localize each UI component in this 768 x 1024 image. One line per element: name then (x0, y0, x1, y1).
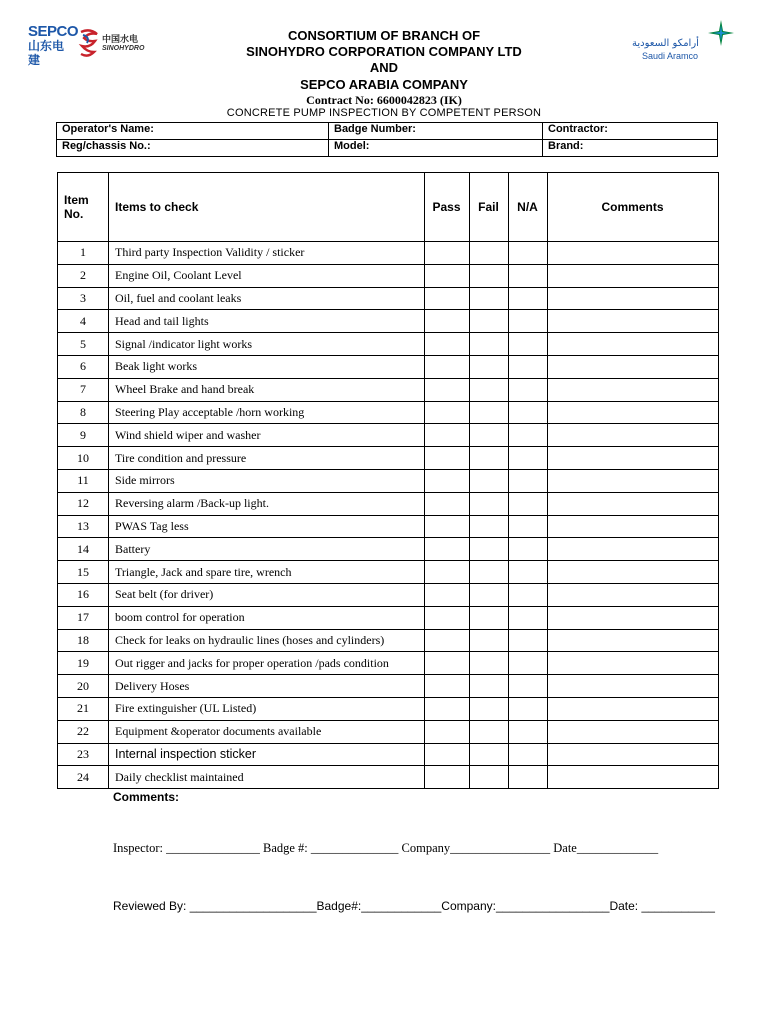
item-number: 6 (58, 355, 109, 378)
checklist-row (58, 242, 719, 265)
item-number: 24 (58, 766, 109, 789)
item-number: 16 (58, 583, 109, 606)
form-subtitle: CONCRETE PUMP INSPECTION BY COMPETENT PERSON (226, 107, 542, 119)
na-cell[interactable] (509, 355, 548, 378)
fail-cell[interactable] (470, 606, 509, 629)
item-number: 22 (58, 720, 109, 743)
item-description: Fire extinguisher (UL Listed) (109, 697, 425, 720)
item-description: PWAS Tag less (109, 515, 425, 538)
checklist-row (58, 629, 719, 652)
col-pass: Pass (425, 173, 470, 242)
comment-cell[interactable] (548, 287, 719, 310)
fail-cell[interactable] (470, 492, 509, 515)
comment-cell[interactable] (548, 743, 719, 766)
na-cell[interactable] (509, 287, 548, 310)
comment-cell[interactable] (548, 242, 719, 265)
item-description: Check for leaks on hydraulic lines (hoses and cylinders) (109, 629, 425, 652)
pass-cell[interactable] (425, 766, 470, 789)
pass-cell[interactable] (425, 333, 470, 356)
item-description: Delivery Hoses (109, 675, 425, 698)
item-number: 20 (58, 675, 109, 698)
header-line-1: CONSORTIUM OF BRANCH OF (287, 28, 481, 43)
fail-cell[interactable] (470, 652, 509, 675)
item-description: Seat belt (for driver) (109, 583, 425, 606)
pass-cell[interactable] (425, 652, 470, 675)
pass-cell[interactable] (425, 378, 470, 401)
fail-cell[interactable] (470, 287, 509, 310)
checklist-row (58, 606, 719, 629)
na-cell[interactable] (509, 378, 548, 401)
item-number: 10 (58, 447, 109, 470)
item-description: Head and tail lights (109, 310, 425, 333)
item-description: Signal /indicator light works (109, 333, 425, 356)
fail-cell[interactable] (470, 401, 509, 424)
item-description: Equipment &operator documents available (109, 720, 425, 743)
pass-cell[interactable] (425, 287, 470, 310)
na-cell[interactable] (509, 538, 548, 561)
pass-cell[interactable] (425, 606, 470, 629)
item-number: 11 (58, 469, 109, 492)
operator-name-field[interactable]: Operator's Name: (57, 123, 329, 140)
item-number: 19 (58, 652, 109, 675)
fail-cell[interactable] (470, 561, 509, 584)
fail-cell[interactable] (470, 515, 509, 538)
contract-number: Contract No: 6600042823 (IK) (306, 93, 462, 107)
model-field[interactable]: Model: (329, 140, 543, 157)
brand-field[interactable]: Brand: (543, 140, 718, 157)
fail-cell[interactable] (470, 242, 509, 265)
checklist-row (58, 583, 719, 606)
comment-cell[interactable] (548, 378, 719, 401)
comment-cell[interactable] (548, 333, 719, 356)
item-description: boom control for operation (109, 606, 425, 629)
fail-cell[interactable] (470, 720, 509, 743)
na-cell[interactable] (509, 264, 548, 287)
header-line-4: SEPCO ARABIA COMPANY (300, 77, 468, 92)
fail-cell[interactable] (470, 743, 509, 766)
pass-cell[interactable] (425, 561, 470, 584)
checklist-row (58, 469, 719, 492)
pass-cell[interactable] (425, 401, 470, 424)
comment-cell[interactable] (548, 606, 719, 629)
fail-cell[interactable] (470, 333, 509, 356)
checklist-row (58, 492, 719, 515)
comment-cell[interactable] (548, 561, 719, 584)
pass-cell[interactable] (425, 538, 470, 561)
comment-cell[interactable] (548, 515, 719, 538)
comment-cell[interactable] (548, 652, 719, 675)
comment-cell[interactable] (548, 310, 719, 333)
item-description: Steering Play acceptable /horn working (109, 401, 425, 424)
item-description: Beak light works (109, 355, 425, 378)
na-cell[interactable] (509, 743, 548, 766)
checklist-row (58, 424, 719, 447)
pass-cell[interactable] (425, 675, 470, 698)
checklist-row (58, 652, 719, 675)
fail-cell[interactable] (470, 538, 509, 561)
checklist-row (58, 310, 719, 333)
item-number: 23 (58, 743, 109, 766)
comment-cell[interactable] (548, 629, 719, 652)
item-description: Oil, fuel and coolant leaks (109, 287, 425, 310)
checklist-row (58, 538, 719, 561)
aramco-logo-arabic: أرامكو السعودية (632, 38, 699, 49)
item-number: 5 (58, 333, 109, 356)
item-number: 12 (58, 492, 109, 515)
pass-cell[interactable] (425, 355, 470, 378)
fail-cell[interactable] (470, 469, 509, 492)
pass-cell[interactable] (425, 424, 470, 447)
checklist-row (58, 355, 719, 378)
contractor-field[interactable]: Contractor: (543, 123, 718, 140)
reviewed-by-signature-line[interactable]: Reviewed By: ___________________Badge#:____________Company:_________________Date: ___________ (113, 899, 715, 913)
na-cell[interactable] (509, 310, 548, 333)
fail-cell[interactable] (470, 355, 509, 378)
col-comments: Comments (548, 173, 719, 242)
fail-cell[interactable] (470, 629, 509, 652)
na-cell[interactable] (509, 242, 548, 265)
item-number: 4 (58, 310, 109, 333)
checklist-row (58, 720, 719, 743)
checklist-row (58, 675, 719, 698)
na-cell[interactable] (509, 583, 548, 606)
fail-cell[interactable] (470, 766, 509, 789)
checklist-header-row (58, 173, 719, 242)
comment-cell[interactable] (548, 264, 719, 287)
item-description: Triangle, Jack and spare tire, wrench (109, 561, 425, 584)
pass-cell[interactable] (425, 515, 470, 538)
fail-cell[interactable] (470, 675, 509, 698)
checklist-row (58, 333, 719, 356)
comment-cell[interactable] (548, 720, 719, 743)
inspector-signature-line[interactable]: Inspector: _______________ Badge #: ______________ Company________________ Date_____________ (113, 841, 659, 855)
item-description: Engine Oil, Coolant Level (109, 264, 425, 287)
pass-cell[interactable] (425, 629, 470, 652)
operator-info-table (56, 122, 718, 157)
pass-cell[interactable] (425, 583, 470, 606)
item-number: 2 (58, 264, 109, 287)
col-fail: Fail (470, 173, 509, 242)
checklist-row (58, 287, 719, 310)
fail-cell[interactable] (470, 264, 509, 287)
inspection-checklist-table (57, 172, 719, 789)
item-description: Out rigger and jacks for proper operation /pads condition (109, 652, 425, 675)
checklist-row (58, 743, 719, 766)
item-number: 18 (58, 629, 109, 652)
header-line-3: AND (369, 60, 399, 75)
fail-cell[interactable] (470, 378, 509, 401)
item-number: 9 (58, 424, 109, 447)
na-cell[interactable] (509, 333, 548, 356)
item-number: 15 (58, 561, 109, 584)
sepco-logo-text: SEPCO (28, 23, 79, 40)
item-description: Daily checklist maintained (109, 766, 425, 789)
item-number: 3 (58, 287, 109, 310)
col-items-to-check: Items to check (109, 173, 425, 242)
checklist-row (58, 766, 719, 789)
item-number: 1 (58, 242, 109, 265)
na-cell[interactable] (509, 652, 548, 675)
checklist-row (58, 697, 719, 720)
comment-cell[interactable] (548, 583, 719, 606)
na-cell[interactable] (509, 401, 548, 424)
item-description: Side mirrors (109, 469, 425, 492)
pass-cell[interactable] (425, 242, 470, 265)
pass-cell[interactable] (425, 697, 470, 720)
fail-cell[interactable] (470, 424, 509, 447)
item-number: 8 (58, 401, 109, 424)
col-na: N/A (509, 173, 548, 242)
pass-cell[interactable] (425, 720, 470, 743)
fail-cell[interactable] (470, 310, 509, 333)
na-cell[interactable] (509, 447, 548, 470)
fail-cell[interactable] (470, 583, 509, 606)
sinohydro-logo-text: SINOHYDRO (102, 45, 145, 52)
pass-cell[interactable] (425, 492, 470, 515)
comment-cell[interactable] (548, 424, 719, 447)
col-item-no: Item No. (58, 173, 109, 242)
aramco-logo-text: Saudi Aramco (642, 51, 699, 61)
checklist-row (58, 447, 719, 470)
comment-cell[interactable] (548, 469, 719, 492)
comment-cell[interactable] (548, 675, 719, 698)
item-number: 21 (58, 697, 109, 720)
na-cell[interactable] (509, 469, 548, 492)
checklist-row (58, 515, 719, 538)
sepco-logo-chinese: 山东电建 (28, 39, 65, 67)
item-description: Tire condition and pressure (109, 447, 425, 470)
comment-cell[interactable] (548, 492, 719, 515)
na-cell[interactable] (509, 561, 548, 584)
na-cell[interactable] (509, 629, 548, 652)
fail-cell[interactable] (470, 447, 509, 470)
item-number: 17 (58, 606, 109, 629)
item-description: Battery (109, 538, 425, 561)
item-number: 13 (58, 515, 109, 538)
na-cell[interactable] (509, 492, 548, 515)
pass-cell[interactable] (425, 743, 470, 766)
comment-cell[interactable] (548, 401, 719, 424)
item-description: Wind shield wiper and washer (109, 424, 425, 447)
comments-label: Comments: (113, 790, 180, 804)
pass-cell[interactable] (425, 310, 470, 333)
item-description: Reversing alarm /Back-up light. (109, 492, 425, 515)
comment-cell[interactable] (548, 447, 719, 470)
sinohydro-logo-chinese: 中国水电 (102, 35, 139, 45)
pass-cell[interactable] (425, 447, 470, 470)
item-description: Third party Inspection Validity / sticker (109, 242, 425, 265)
checklist-row (58, 401, 719, 424)
na-cell[interactable] (509, 720, 548, 743)
na-cell[interactable] (509, 697, 548, 720)
reg-chassis-field[interactable]: Reg/chassis No.: (57, 140, 329, 157)
checklist-row (58, 561, 719, 584)
checklist-row (58, 264, 719, 287)
item-description: Wheel Brake and hand break (109, 378, 425, 401)
comment-cell[interactable] (548, 538, 719, 561)
pass-cell[interactable] (425, 469, 470, 492)
pass-cell[interactable] (425, 264, 470, 287)
header-line-2: SINOHYDRO CORPORATION COMPANY LTD (246, 44, 522, 59)
item-description: Internal inspection sticker (109, 743, 425, 766)
badge-number-field[interactable]: Badge Number: (329, 123, 543, 140)
item-number: 7 (58, 378, 109, 401)
na-cell[interactable] (509, 515, 548, 538)
na-cell[interactable] (509, 424, 548, 447)
checklist-row (58, 378, 719, 401)
fail-cell[interactable] (470, 697, 509, 720)
na-cell[interactable] (509, 675, 548, 698)
na-cell[interactable] (509, 606, 548, 629)
na-cell[interactable] (509, 766, 548, 789)
comment-cell[interactable] (548, 697, 719, 720)
comment-cell[interactable] (548, 355, 719, 378)
comment-cell[interactable] (548, 766, 719, 789)
item-number: 14 (58, 538, 109, 561)
